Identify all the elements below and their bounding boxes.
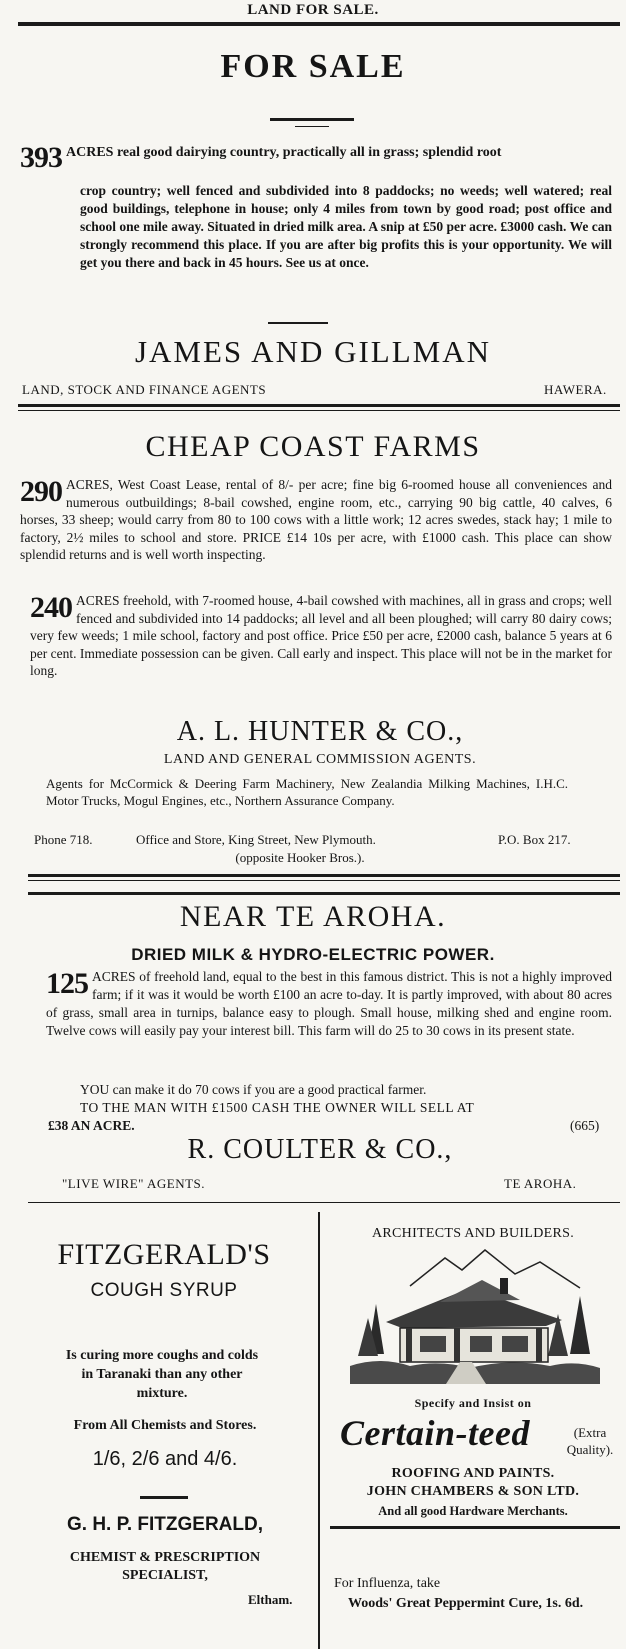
ad4-subtitle: COUGH SYRUP (90, 1280, 238, 1301)
ad5-influenza: For Influenza, take (334, 1576, 441, 1591)
ad2-po-box: P.O. Box 217. (498, 832, 571, 847)
ad1-bottom-rule (18, 404, 620, 407)
ad2-title: CHEAP COAST FARMS (145, 430, 481, 463)
ad5-product: ROOFING AND PAINTS. (391, 1466, 555, 1481)
ad5-supplier: JOHN CHAMBERS & SON LTD. (366, 1484, 580, 1499)
ad2-opposite: (opposite Hooker Bros.). (235, 850, 365, 865)
ad4-place: Eltham. (248, 1592, 293, 1607)
ad1-title: FOR SALE (220, 48, 406, 85)
ad2-item2-number: 240 (30, 591, 72, 624)
ad4-from: From All Chemists and Stores. (73, 1418, 257, 1433)
ad5-brand: Certain-teed (340, 1413, 530, 1453)
ad3-ref: (665) (570, 1118, 600, 1133)
ad3-firm: R. COULTER & CO., (187, 1134, 453, 1165)
ad4-text: Is curing more coughs and colds in Taranaki than any other mixture. (65, 1348, 259, 1401)
ad2-item1 (20, 476, 612, 564)
ad3-top-rule (28, 892, 620, 895)
ad3-line3: TO THE MAN WITH £1500 CASH THE OWNER WILL SELL AT (80, 1100, 475, 1115)
ad5-specify: Specify and Insist on (414, 1396, 532, 1410)
ad2-item1-number: 290 (20, 475, 62, 508)
ad2-phone: Phone 718. (34, 832, 93, 847)
ad3-title: NEAR TE AROHA. (179, 900, 447, 933)
ad3-text: ACRES of freehold land, equal to the best in this famous district. This is not a highly improved farm; if it was it would be worth £100 an acre to-day. It is partly improved, with about 80 acres of grass, small area in turnips, balance easy to plough. Small house, milking shed and engine room. Twelve cows will easily pay your interest bill. This farm will do 25 to 30 cows in its present state. (46, 969, 612, 1038)
bungalow-illustration (350, 1244, 600, 1384)
ad4-prices: 1/6, 2/6 and 4/6. (92, 1448, 238, 1470)
ad2-agents-text: Agents for McCormick & Deering Farm Machinery, New Zealandia Milking Machines, I.H.C. Motor Trucks, Mogul Engines, etc., Northern Assurance Company. (46, 776, 568, 808)
ad1-number: 393 (20, 141, 62, 174)
ad2-bottom-rule (28, 874, 620, 877)
ad4-title: FITZGERALD'S (57, 1238, 271, 1271)
ad2-office: Office and Store, King Street, New Plymouth. (136, 832, 376, 847)
ad2-item2 (30, 592, 612, 680)
ad3-line4: £38 AN ACRE. (48, 1118, 135, 1133)
ad3-subtitle: DRIED MILK & HYDRO-ELECTRIC POWER. (131, 945, 495, 964)
ad3-item (46, 968, 612, 1040)
ad3-tag-left: "LIVE WIRE" AGENTS. (62, 1176, 205, 1191)
ad3-tag-right: TE AROHA. (504, 1176, 577, 1191)
ad1-title-rule-small (295, 126, 329, 127)
ad1-bottom-rule-thin (18, 410, 620, 411)
ad5-merchants: And all good Hardware Merchants. (378, 1504, 568, 1518)
ad5-woods: Woods' Great Peppermint Cure, 1s. 6d. (348, 1596, 584, 1611)
ad4-role2: SPECIALIST, (122, 1568, 208, 1583)
ad3-number: 125 (46, 967, 88, 1000)
ad1-tagline: LAND, STOCK AND FINANCE AGENTS (22, 382, 267, 397)
ad2-firm-sub: LAND AND GENERAL COMMISSION AGENTS. (163, 752, 477, 767)
ad5-rule (330, 1526, 620, 1529)
ad5-title: ARCHITECTS AND BUILDERS. (371, 1226, 575, 1241)
ad1-body (20, 141, 610, 174)
ad1-text: crop country; well fenced and subdivided into 8 paddocks; no weeds; well watered; real good buildings, telephone in house; only 4 miles from town by good road; post office and school one mile away. Situated in dried milk area. A snip at £50 per acre. £3000 cash. We can strongly recommend this place. If you are after big profits this is your opportunity. We will get you there and back in 45 hours. See us at once. (80, 183, 612, 270)
ad2-item2-text: ACRES freehold, with 7-roomed house, 4-bail cowshed with machines, all in grass and crops; well fenced and subdivided into 14 paddocks; all level and all been ploughed; will carry 80 dairy cows; very few weeds; 1 mile school, factory and post office. Price £50 per acre, £2000 cash, balance 5 years at 6 per cent. Immediate possession can be given. Call early and inspect. This place will not be in the market for long. (30, 593, 612, 678)
ad2-bottom-rule-thin (28, 880, 620, 881)
ad4-rule (140, 1496, 188, 1499)
ad2-firm: A. L. HUNTER & CO., (176, 716, 464, 747)
ad4-name: G. H. P. FITZGERALD, (67, 1514, 263, 1535)
running-title: LAND FOR SALE. (247, 2, 379, 18)
ad3-bottom-rule (28, 1202, 620, 1203)
ad1-first-line: ACRES real good dairying country, practically all in grass; splendid root (66, 145, 502, 160)
ad4-role1: CHEMIST & PRESCRIPTION (69, 1550, 261, 1565)
header-rule (18, 22, 620, 26)
ad1-title-rule (270, 118, 354, 121)
ad1-location: HAWERA. (544, 382, 607, 397)
ad1-firm-rule (268, 322, 328, 324)
column-divider (318, 1212, 320, 1649)
ad2-item1-text: ACRES, West Coast Lease, rental of 8/- per acre; fine big 6-roomed house all conveniences and numerous outbuildings; 8-bail cowshed, engine room, etc., carrying 90 big cattle, 40 calves, 6 horses, 33 sheep; would carry from 80 to 100 cows with a little work; 12 acres swedes, stack hay; 1 mile to factory, 2½ miles to school and store. PRICE £14 10s per acre, with £1000 cash. This place can show splendid returns and is well worth inspecting. (20, 477, 612, 562)
ad5-extra: (Extra Quality). (566, 1425, 614, 1457)
ad3-line2: YOU can make it do 70 cows if you are a good practical farmer. (80, 1082, 427, 1097)
ad1-firm: JAMES AND GILLMAN (134, 334, 492, 369)
